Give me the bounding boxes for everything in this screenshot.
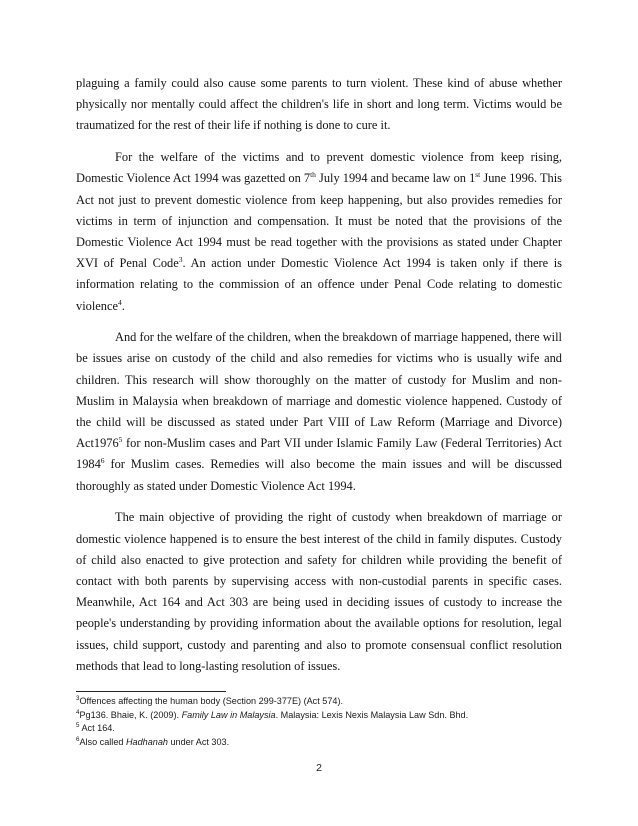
footnote-text: Also called (79, 736, 126, 747)
footnote-ref-5: 5 (118, 435, 123, 445)
paragraph-domestic-violence-act (76, 147, 562, 317)
paragraph-text: June 1996. This Act not just to prevent domestic violence from keep happening, but also provides remedies for victims in term of injunction and compensation. It must be noted that the provisions of the Domestic Violence Act 1994 must be read together with the provisions as stated under Chapter XVI of Penal Code (76, 171, 562, 271)
paragraph-text: for non-Muslim cases and Part VII under Islamic Family Law (Federal Territories) Act 1984 (76, 436, 562, 472)
footnote-4 (76, 709, 562, 723)
footnote-ref-6: 6 (100, 456, 105, 466)
footnote-number: 3 (76, 695, 80, 702)
footnote-text: Pg136. Bhaie, K. (2009). (79, 709, 182, 720)
paragraph-text: And for the welfare of the children, when the breakdown of marriage happened, there will be issues arise on custody of the child and also remedies for victims who is usually wife and children. This research will show thoroughly on the matter of custody for Muslim and non-Muslim in Malaysia when breakdown of marriage and domestic violence happened. Custody of the child will be discussed as stated under Part VIII of Law Reform (Marriage and Divorce) Act1976 (76, 330, 562, 451)
footnote-text: under Act 303. (167, 736, 230, 747)
paragraph-text: July 1994 and became law on 1 (315, 171, 476, 186)
footnote-text: Offences affecting the human body (Section 299-377E) (Act 574). (79, 696, 343, 706)
footnote-number: 4 (76, 708, 80, 716)
ordinal-suffix: th (310, 170, 316, 180)
paragraph-text: . An action under Domestic Violence Act 1994 is taken only if there is information relating to the commission of an offence under Penal Code relating to domestic violence (76, 256, 562, 313)
paragraph-text: for Muslim cases. Remedies will also become the main issues and will be discussed thoroughly as stated under Domestic Violence Act 1994. (76, 457, 562, 493)
footnote-separator (76, 691, 226, 692)
paragraph-main-objective (76, 507, 562, 677)
footnote-number: 6 (76, 735, 80, 743)
footnote-6 (76, 736, 562, 750)
footnote-book-title: Family Law in Malaysia (181, 709, 276, 720)
paragraph-text: For the welfare of the victims and to prevent domestic violence from keep rising, Domestic Violence Act 1994 was gazetted on 7 (76, 150, 562, 186)
paragraph-custody-children (76, 327, 562, 497)
ordinal-suffix: st (475, 170, 481, 180)
footnote-text: Act 164. (79, 723, 115, 734)
paragraph-text: . (121, 298, 125, 313)
paragraph-text: The main objective of providing the right of custody when breakdown of marriage or domestic violence happened is to ensure the best interest of the child in family disputes. Custody of child also enacted to give protection and safety for children while providing the benefit of contact with both parents by supervising access with non-custodial parents in specific cases. Meanwhile, Act 164 and Act 303 are being used in deciding issues of custody to increase the people's understanding by providing information about the available options for resolution, legal issues, child support, custody and parenting and also to promote consensual conflict resolution methods that lead to long-lasting resolution of issues. (76, 510, 562, 673)
footnote-ref-3: 3 (178, 255, 183, 265)
footnote-text: . Malaysia: Lexis Nexis Malaysia Law Sdn. Bhd. (275, 709, 469, 720)
paragraph-continuation (76, 73, 562, 137)
body-text (76, 73, 562, 687)
footnote-term: Hadhanah (125, 736, 168, 747)
footnote-5 (76, 722, 562, 736)
paragraph-text: plaguing a family could also cause some parents to turn violent. These kind of abuse whether physically nor mentally could affect the children's life in short and long term. Victims would be traumatized for the rest of their life if nothing is done to cure it. (76, 76, 562, 133)
page-number: 2 (316, 762, 322, 774)
footnote-3 (76, 695, 562, 709)
footnote-ref-4: 4 (117, 297, 122, 307)
footnote-number: 5 (76, 722, 80, 730)
footnotes (76, 695, 562, 749)
